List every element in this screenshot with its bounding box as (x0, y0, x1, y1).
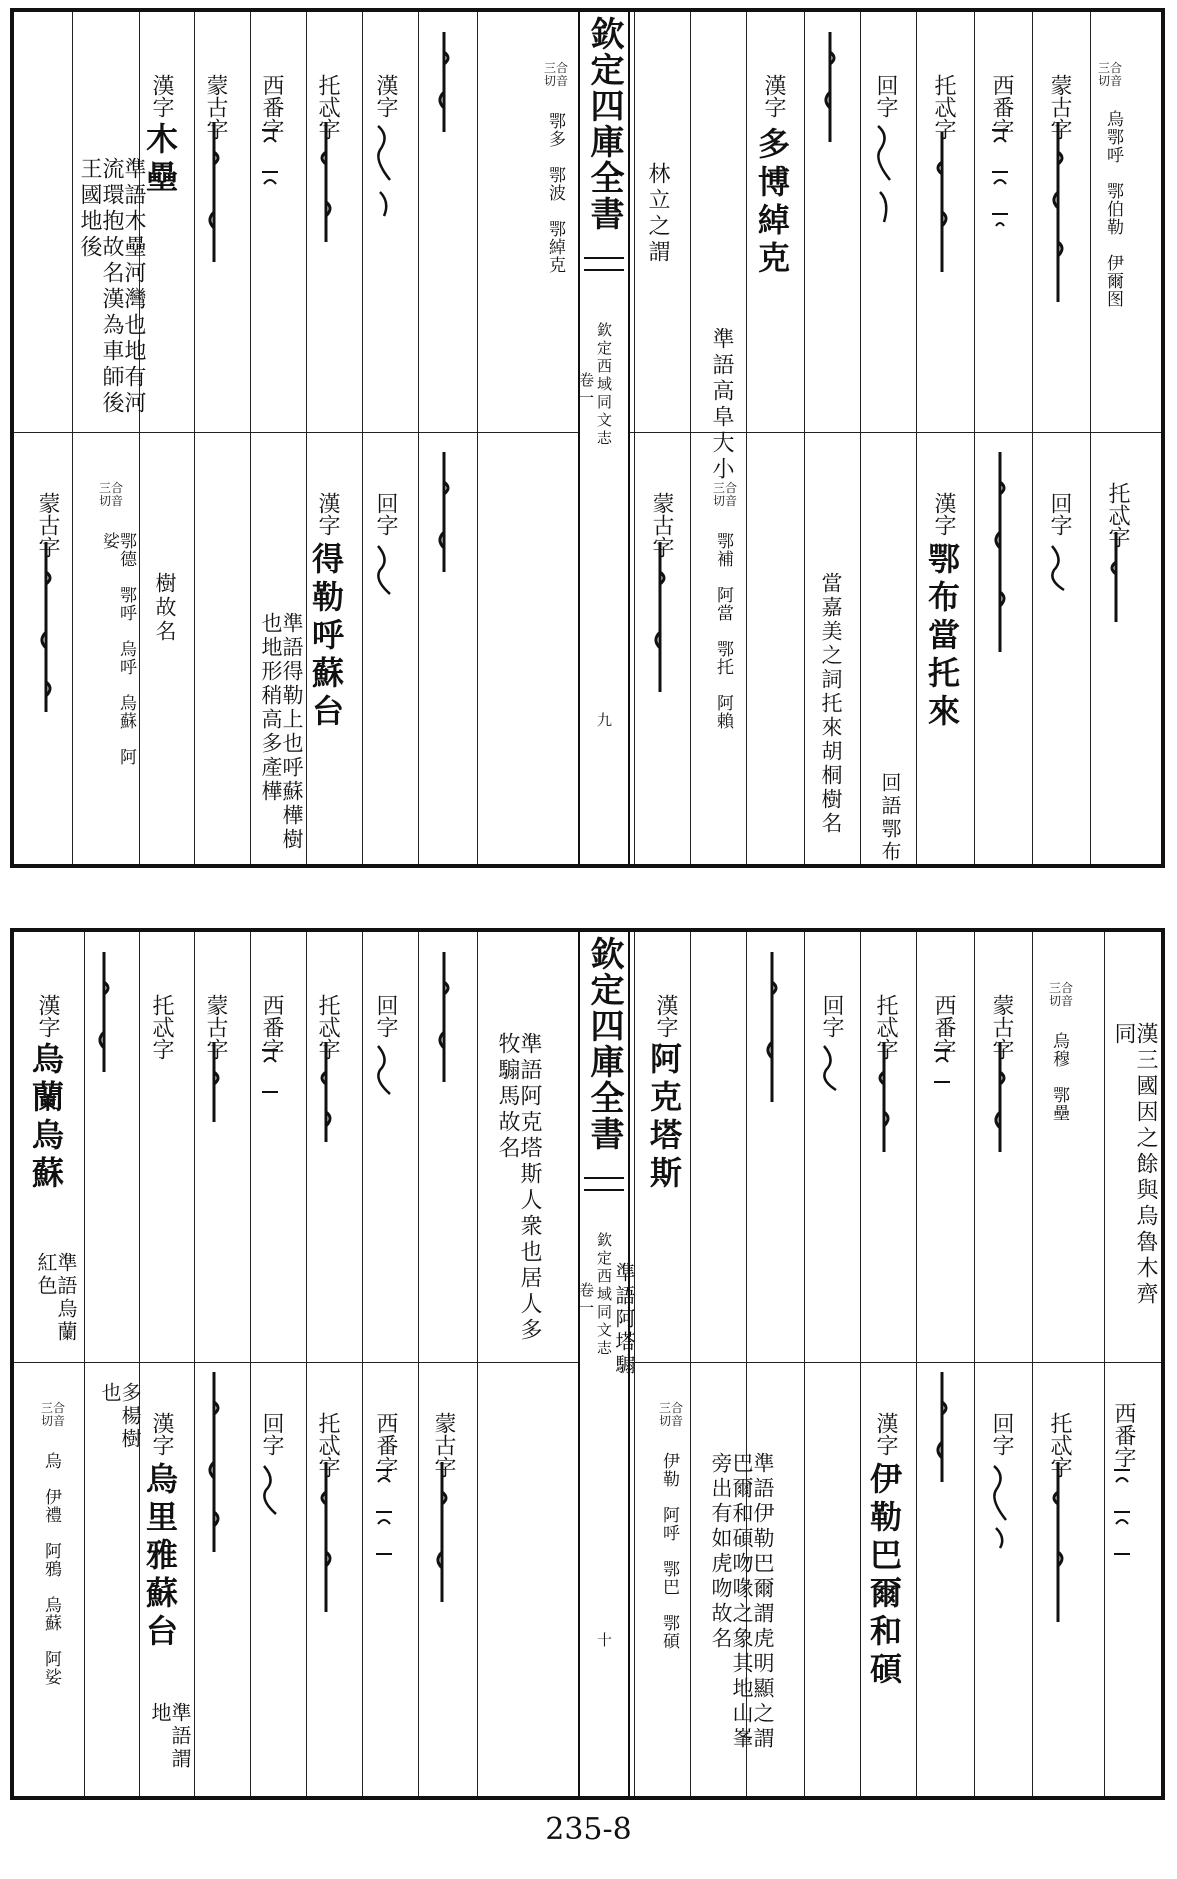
column-rule (362, 932, 363, 1796)
arabic-script-glyph (260, 1462, 280, 1522)
han-label: 漢字 (873, 1412, 898, 1456)
column-rule (418, 932, 419, 1796)
han-label: 漢字 (149, 74, 174, 118)
sanhe-reading: 烏穆 鄂壘 (1049, 1032, 1069, 1122)
column-rule (634, 12, 635, 864)
entry-head: 得勒呼蘇台 (307, 542, 345, 732)
entry-note: 準語伊勒巴爾謂虎明顯之謂巴爾和碩吻喙之象其地山峯旁出有如虎吻故名 (709, 1452, 775, 1752)
tibetan-script-glyph (1112, 1462, 1132, 1572)
book-title: 欽定四庫全書 (584, 16, 624, 232)
sanhe-reading: 鄂德 鄂呼 烏呼 烏蘇 阿娑 (99, 532, 136, 766)
volume-number: 卷一 (577, 372, 595, 408)
entry-head: 烏里雅蘇台 (141, 1462, 179, 1652)
hui-label: 回字 (373, 994, 398, 1038)
book-title: 欽定四庫全書 (584, 936, 624, 1152)
sanhe-label: 三合切音 (658, 1401, 683, 1428)
entry-note: 準語阿塔騸 (612, 1262, 636, 1377)
mongol-script-glyph (432, 1462, 452, 1602)
column-rule (418, 12, 419, 864)
han-label: 漢字 (373, 74, 398, 118)
arabic-script-glyph (374, 542, 394, 602)
entry-note: 回語鄂布 (878, 772, 902, 864)
entry-note-cont: 林立之謂 (645, 162, 670, 266)
manchu-script-glyph (434, 952, 454, 1082)
tibetan-script-glyph (260, 122, 280, 222)
sanhe-reading: 鄂補 阿當 鄂托 阿賴 (713, 532, 733, 730)
column-rule (1032, 12, 1033, 864)
column-rule (916, 932, 917, 1796)
column-rule (250, 932, 251, 1796)
manchu-script-glyph (434, 452, 454, 572)
hui-label: 回字 (259, 1412, 284, 1456)
tuote-label: 托忒字 (931, 74, 956, 140)
arabic-script-glyph (374, 1042, 394, 1102)
column-rule (362, 12, 363, 864)
column-rule (1090, 12, 1091, 864)
entry-head: 伊勒巴爾和碩 (865, 1462, 903, 1690)
tibetan-script-glyph (374, 1462, 394, 1572)
sanhe-label: 三合切音 (712, 481, 737, 508)
manchu-script-glyph (204, 1372, 224, 1552)
column-rule (1104, 932, 1105, 1796)
volume-title: 欽定西域同文志 (595, 322, 613, 448)
hui-label: 回字 (989, 1412, 1014, 1456)
menggu-label: 蒙古字 (203, 994, 228, 1060)
tuote-label: 托忒字 (315, 994, 340, 1060)
sanhe-reading: 鄂多 鄂波 鄂綽克 (545, 112, 565, 274)
manchu-script-glyph (762, 952, 782, 1102)
sanhe-reading: 伊勒 阿呼 鄂巴 鄂碩 (659, 1452, 679, 1650)
column-rule (746, 12, 747, 864)
menggu-label: 蒙古字 (203, 74, 228, 140)
todo-script-glyph (932, 132, 952, 272)
sanhe-label: 三合切音 (1098, 61, 1123, 88)
entry-head: 多博綽克 (753, 127, 791, 279)
mongol-script-glyph (650, 542, 670, 692)
column-rule (974, 12, 975, 864)
menggu-label: 蒙古字 (1047, 74, 1072, 140)
tuote-label: 托忒字 (873, 994, 898, 1060)
fishtail-mark (584, 257, 624, 271)
volume-number: 卷一 (577, 1282, 595, 1318)
tuote-label: 托忒字 (315, 74, 340, 140)
top-page (10, 8, 1165, 868)
sanhe-label: 三合切音 (1048, 981, 1073, 1008)
page-footer: 235-8 (545, 1812, 632, 1847)
mongol-script-glyph (204, 122, 224, 262)
todo-script-glyph (316, 1042, 336, 1142)
entry-note-cont: 當嘉美之詞托來胡桐樹名 (819, 572, 843, 836)
hui-label: 回字 (1047, 492, 1072, 536)
column-rule (250, 12, 251, 864)
tibetan-script-glyph (990, 122, 1010, 242)
sanhe-reading: 烏鄂呼 鄂伯勒 伊爾图 (1103, 110, 1123, 308)
entry-note: 準語木壘河灣也地有河流環抱故名漢為車師後王國地後 (77, 157, 146, 417)
tuote-label: 托忒字 (315, 1412, 340, 1478)
column-rule (860, 932, 861, 1796)
tibetan-script-glyph (260, 1042, 280, 1122)
xifan-label: 西番字 (259, 74, 284, 140)
arabic-script-glyph (820, 1042, 840, 1092)
tuote-label-2: 托忒字 (149, 994, 174, 1060)
column-rule (84, 932, 85, 1796)
entry-head: 木壘 (141, 122, 179, 198)
entry-head: 鄂布當托來 (923, 542, 961, 732)
xifan-label: 西番字 (989, 74, 1014, 140)
entry-head: 烏蘭烏蘇 (27, 1042, 65, 1194)
entry-note: 漢三國因之餘與烏魯木齊同 (1111, 1022, 1158, 1308)
column-rule (804, 932, 805, 1796)
column-rule (804, 12, 805, 864)
hui-label: 回字 (819, 994, 844, 1038)
entry-note: 準語高阜大小 (709, 327, 734, 483)
column-rule (974, 932, 975, 1796)
mongol-script-glyph (1048, 122, 1068, 302)
todo-script-glyph (1106, 532, 1126, 622)
tuote-label: 托忒字 (1047, 1412, 1072, 1478)
todo-script-glyph (874, 1042, 894, 1152)
mongol-script-glyph (36, 542, 56, 712)
xifan-label: 西番字 (259, 994, 284, 1060)
arabic-script-glyph (874, 122, 894, 232)
volume-title: 欽定西域同文志 (595, 1232, 613, 1358)
todo-script-glyph (316, 122, 336, 242)
column-rule (194, 932, 195, 1796)
arabic-script-glyph (374, 122, 394, 222)
han-label: 漢字 (35, 994, 60, 1038)
entry-head: 阿克塔斯 (645, 1042, 683, 1194)
todo-script-glyph (316, 1462, 336, 1612)
entry-note-cont: 樹故名 (153, 572, 177, 644)
mongol-script-glyph (204, 1042, 224, 1122)
todo-script-glyph (1048, 1462, 1068, 1622)
sanhe-label: 三合切音 (40, 1401, 65, 1428)
manchu-script-glyph (932, 1372, 952, 1482)
manchu-script-glyph (990, 452, 1010, 652)
center-fold (578, 12, 630, 864)
column-rule (916, 12, 917, 864)
menggu-label: 蒙古字 (35, 492, 60, 558)
column-rule (690, 12, 691, 864)
page-number: 十 (595, 1632, 613, 1650)
column-rule (477, 12, 478, 864)
menggu-label: 蒙古字 (649, 492, 674, 558)
manchu-script-glyph (820, 32, 840, 142)
column-rule (860, 12, 861, 864)
entry-note: 準語謂地 (148, 1702, 192, 1771)
xifan-label: 西番字 (1111, 1402, 1136, 1468)
sanhe-label: 三合切音 (98, 481, 123, 508)
column-rule (306, 12, 307, 864)
xifan-label: 西番字 (373, 1412, 398, 1478)
hui-label: 回字 (873, 74, 898, 118)
column-rule (194, 12, 195, 864)
menggu-label: 蒙古字 (431, 1412, 456, 1478)
entry-note-cont: 準語阿克塔斯人衆也居人多牧騸馬故名 (495, 1032, 542, 1344)
tibetan-script-glyph (932, 1042, 952, 1102)
manchu-script-glyph (94, 952, 114, 1072)
column-rule (139, 932, 140, 1796)
fishtail-mark (584, 1177, 624, 1191)
mongol-script-glyph (990, 1042, 1010, 1152)
han-label: 漢字 (315, 492, 340, 536)
column-rule (477, 932, 478, 1796)
menggu-label: 蒙古字 (989, 994, 1014, 1060)
xifan-label: 西番字 (931, 994, 956, 1060)
column-rule (306, 932, 307, 1796)
arabic-script-glyph (1048, 542, 1068, 592)
hui-label: 回字 (373, 492, 398, 536)
tuote-label: 托忒字 (1105, 482, 1130, 548)
column-rule (1032, 932, 1033, 1796)
page-number: 九 (595, 712, 613, 730)
column-rule (72, 12, 73, 864)
han-label: 漢字 (149, 1412, 174, 1456)
column-rule (139, 12, 140, 864)
sanhe-reading: 烏 伊禮 阿鴉 烏蘇 阿娑 (41, 1452, 61, 1686)
column-rule (690, 932, 691, 1796)
han-label: 漢字 (761, 74, 786, 118)
han-label: 漢字 (653, 994, 678, 1038)
manchu-script-glyph (434, 32, 454, 132)
sanhe-label: 三合切音 (543, 61, 568, 88)
bottom-page (10, 928, 1165, 1800)
entry-note: 準語烏蘭紅色 (34, 1252, 78, 1344)
entry-note: 準語得勒上也呼蘇樺樹也地形稍高多產樺 (259, 612, 304, 852)
entry-note-cont: 多楊樹也 (98, 1382, 142, 1451)
han-label: 漢字 (931, 492, 956, 536)
arabic-script-glyph (990, 1462, 1010, 1552)
